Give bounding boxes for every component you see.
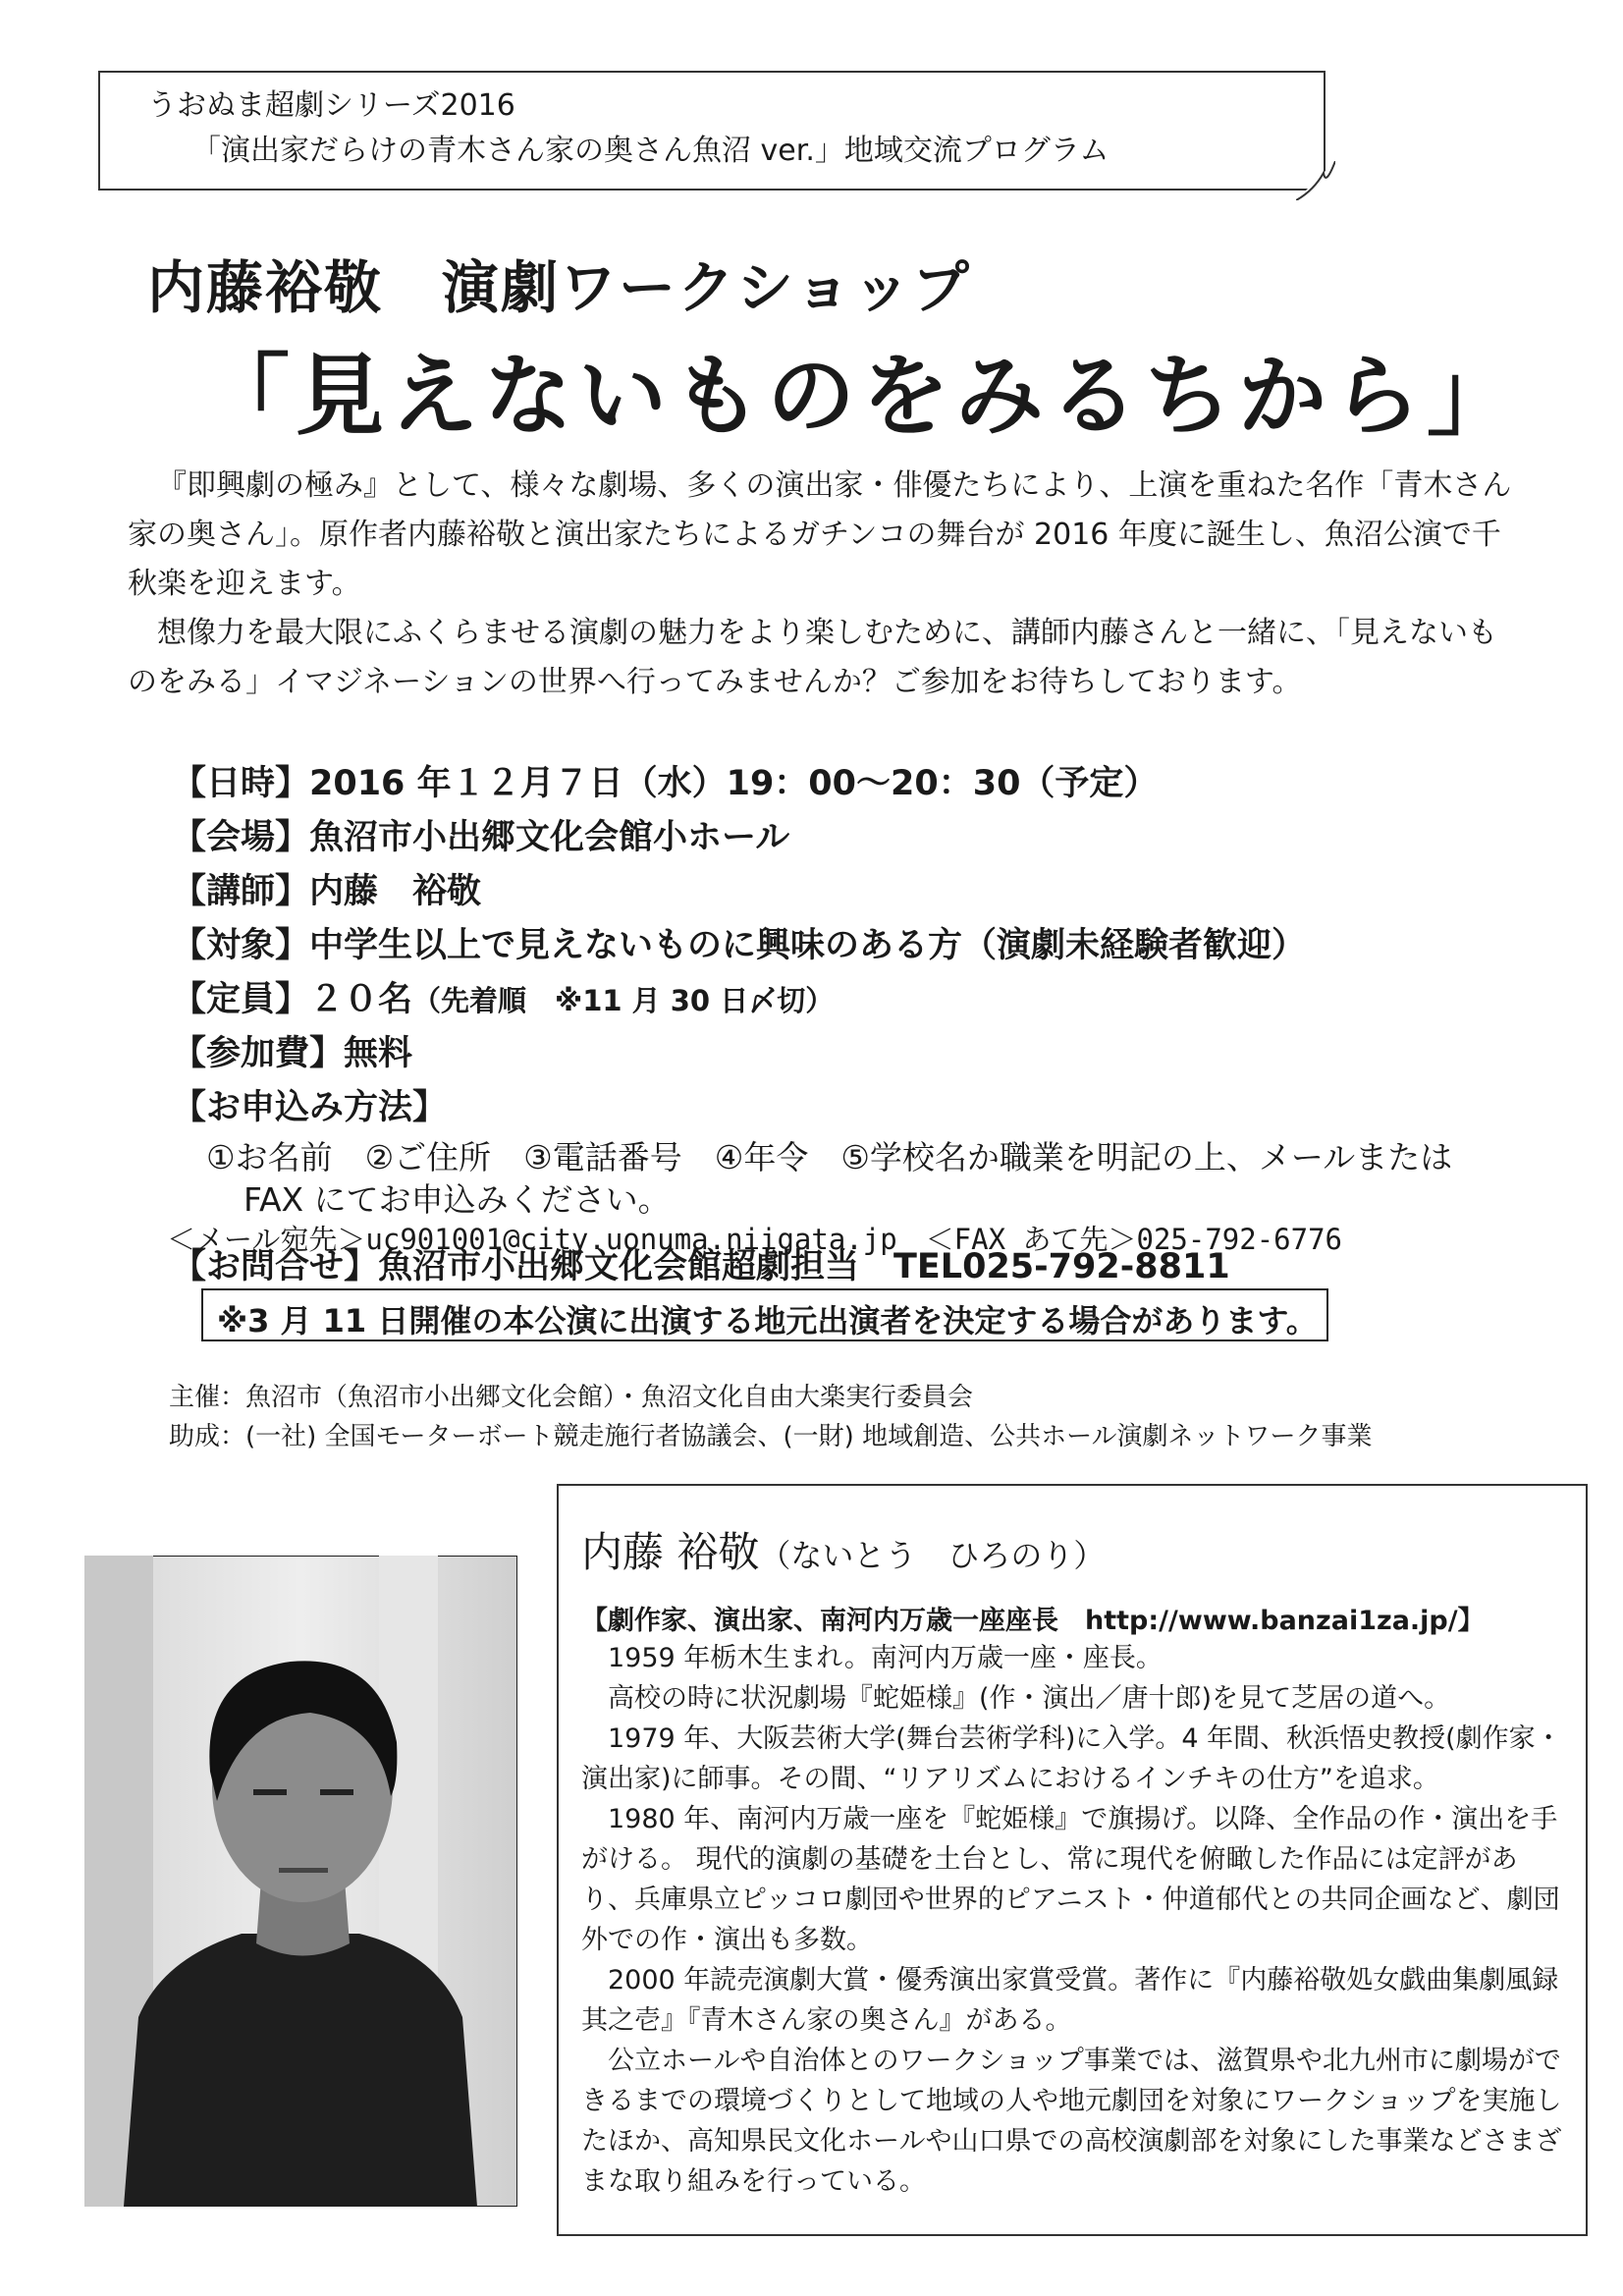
event-target: 【対象】中学生以上で見えないものに興味のある方（演劇未経験者歓迎） (172, 926, 1307, 965)
series-name: うおぬま超劇シリーズ2016 (147, 88, 515, 123)
intro-text (128, 462, 1522, 707)
event-fee: 【参加費】無料 (172, 1034, 413, 1073)
bio-paragraph: 公立ホールや自治体とのワークショップ事業では、滋賀県や北九州市に劇場ができるまでの環境づくりとして地域の人や地元劇団を対象にワークショップを実施したほか、高知県民文化ホールや山口県での高校演劇部を対象にした事業などさまざまな取り組みを行っている。 (581, 2046, 1562, 2197)
host-credit: 主催：魚沼市（魚沼市小出郷文化会館）・魚沼文化自由大楽実行委員会 (169, 1383, 974, 1412)
apply-method-line1: ①お名前 ②ご住所 ③電話番号 ④年令 ⑤学校名か職業を明記の上、メールまたは (206, 1138, 1453, 1176)
program-name: 「演出家だらけの青木さん家の奥さん魚沼 ver.」地域交流プログラム (191, 134, 1109, 168)
event-venue: 【会場】魚沼市小出郷文化会館小ホール (172, 818, 790, 857)
bio-role: 【劇作家、演出家、南河内万歳一座座長 http://www.banzai1za.jp/】 (581, 1606, 1485, 1636)
workshop-title: 「見えないものをみるちから」 (201, 345, 1521, 448)
bio-paragraph: 1959 年栃木生まれ。南河内万歳一座・座長。 (608, 1643, 1163, 1673)
inquiry: 【お問合せ】魚沼市小出郷文化会館超劇担当 TEL025-792-8811 (172, 1247, 1230, 1286)
portrait-photo (84, 1556, 517, 2207)
bio-name (581, 1520, 1105, 1579)
bio-paragraph: 1980 年、南河内万歳一座を『蛇姫様』で旗揚げ。以降、全作品の作・演出を手がける。 現代的演劇の基礎を土台とし、常に現代を俯瞰した作品には定評があり、兵庫県立ピッコロ劇団や世界的ピアニスト・仲道郁代との共同企画など、劇団外での作・演出も多数。 (581, 1804, 1560, 1955)
event-datetime: 【日時】2016 年１２月７日（水）19：00～20：30（予定） (172, 764, 1159, 803)
workshop-heading: 内藤裕敬 演劇ワークショップ (147, 254, 971, 321)
bio-reading: （ないとう ひろのり） (759, 1537, 1106, 1574)
bio-body (581, 1638, 1563, 2202)
intro-paragraph-2: 想像力を最大限にふくらませる演劇の魅力をより楽しむために、講師内藤さんと一緒に、「見えないものをみる」イマジネーションの世界へ行ってみませんか？ご参加をお待ちしております。 (128, 616, 1497, 699)
folded-corner-icon (1296, 161, 1335, 200)
apply-heading: 【お申込み方法】 (172, 1088, 448, 1127)
support-credit: 助成：(一社) 全国モーターボート競走施行者協議会、(一財) 地域創造、公共ホール演劇ネットワーク事業 (169, 1422, 1373, 1451)
intro-paragraph-1: 『即興劇の極み』として、様々な劇場、多くの演出家・俳優たちにより、上演を重ねた名作「青木さん家の奥さん」。原作者内藤裕敬と演出家たちによるガチンコの舞台が 2016 年度に誕生し、魚沼公演で千秋楽を迎えます。 (128, 468, 1512, 601)
capacity-label: 【定員】２０名 (172, 980, 413, 1019)
note-box: ※3 月 11 日開催の本公演に出演する地元出演者を決定する場合があります。 (201, 1288, 1328, 1341)
event-instructor: 【講師】内藤 裕敬 (172, 872, 482, 911)
bio-paragraph: 2000 年読売演劇大賞・優秀演出家賞受賞。著作に『内藤裕敬処女戯曲集劇風録其之壱』『青木さん家の奥さん』がある。 (581, 1965, 1559, 2036)
mail-fax-info: ＜メール宛先＞uc901001@city.uonuma.niigata.jp ＜FAX あて先＞025-792-6776 (167, 1223, 1343, 1256)
capacity-note: （先着順 ※11 月 30 日〆切） (412, 984, 835, 1017)
apply-method-line2: FAX にてお申込みください。 (243, 1180, 671, 1219)
bio-paragraph: 1979 年、大阪芸術大学(舞台芸術学科)に入学。4 年間、秋浜悟史教授(劇作家・演出家)に師事。その間、“リアリズムにおけるインチキの仕方”を追求。 (581, 1723, 1562, 1794)
bio-name-text: 内藤 裕敬 (581, 1528, 760, 1576)
bio-paragraph: 高校の時に状況劇場『蛇姫様』(作・演出／唐十郎)を見て芝居の道へ。 (608, 1683, 1451, 1714)
event-capacity (172, 972, 834, 1021)
